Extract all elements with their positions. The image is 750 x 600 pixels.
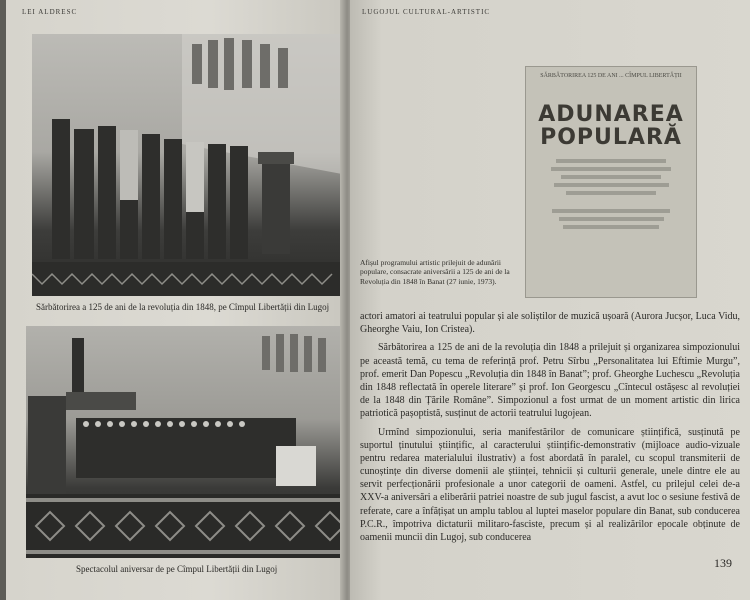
left-running-head: LEI ALDRESC <box>22 8 78 16</box>
left-page <box>6 0 346 600</box>
photo-show-caption: Spectacolul aniversar de pe Cîmpul Libertății din Lugoj <box>76 564 278 574</box>
poster-top-text: SĂRBĂTORIREA 125 DE ANI ... CÎMPUL LIBERTĂȚII <box>540 73 682 79</box>
poster-title-line1: ADUNAREA <box>538 101 684 127</box>
paragraph: actori amatori ai teatrului popular și ale soliștilor de muzică ușoară (Aurora Jucșor, Luca Vidu, Gheorghe Vaiu, Ion Cristea). <box>360 311 740 336</box>
photo-celebration-caption: Sărbătorirea a 125 de ani de la revoluția din 1848, pe Cîmpul Libertății din Lugoj <box>36 302 330 312</box>
photo-anniversary-show-image <box>26 326 344 558</box>
photo-celebration-stage <box>32 34 342 296</box>
poster-title-line2: POPULARĂ <box>540 124 682 150</box>
event-poster <box>525 66 697 298</box>
paragraph: Urmînd simpozionului, seria manifestărilor de comunicare științifică, susținută pe suportul ținutului științific, al caracterului științific-demonstrativ (mijloace audio-vizuale pentru redarea materialului ilustrativ) a fost abordată în paralel, cu scopul transmiterii de cunoștințe din diverse domenii ale științei, tehnicii și culturii generale, unele dintre ele au servit perfecționării profesionale a unor categorii de oameni. Astfel, cu prilejul celei de-a XXV-a aniversări a eliberării patriei noastre de sub jugul fascist, a avut loc o sesiune festivă de referate, care a înfățișat un amplu tablou al luptei maselor populare din Banat, sub conducerea P.C.R., împotriva dictaturii militaro-fasciste, precum și al realizărilor epocale obținute de oamenii muncii din Lugoj, sub conducerea <box>360 426 740 543</box>
poster-title <box>526 103 696 149</box>
right-running-head: LUGOJUL CULTURAL-ARTISTIC <box>362 8 491 16</box>
poster-caption: Afișul programului artistic prilejuit de adunării populare, consacrate aniversării a 125 de ani de la Revoluția din 1848 în Banat (27 iunie, 1973). <box>360 258 510 286</box>
poster-fine-print <box>526 159 696 229</box>
body-text <box>360 310 740 544</box>
right-page <box>350 0 750 600</box>
photo-celebration-stage-image <box>32 34 342 296</box>
paragraph: Sărbătorirea a 125 de ani de la revoluția din 1848 a prilejuit și organizarea simpozionului pe această temă, cu tema de referință prof. Petru Sîrbu „Personalitatea lui Eftimie Murgu”, prof. emerit Dan Popescu „Revoluția din 1848 în Banat”; prof. Gheorghe Luchescu „Revoluția din 1848 reflectată în operele literare” și prof. Ion Georgescu „Cîntecul ostășesc al revoluției de la 1848 din Țările Române”. Simpozionul a fost urmat de un moment artistic din lirica patriotică pașoptistă, susținut de actorii teatrului lugojean. <box>360 342 740 420</box>
photo-anniversary-show <box>26 326 344 558</box>
page-number: 139 <box>714 556 732 570</box>
